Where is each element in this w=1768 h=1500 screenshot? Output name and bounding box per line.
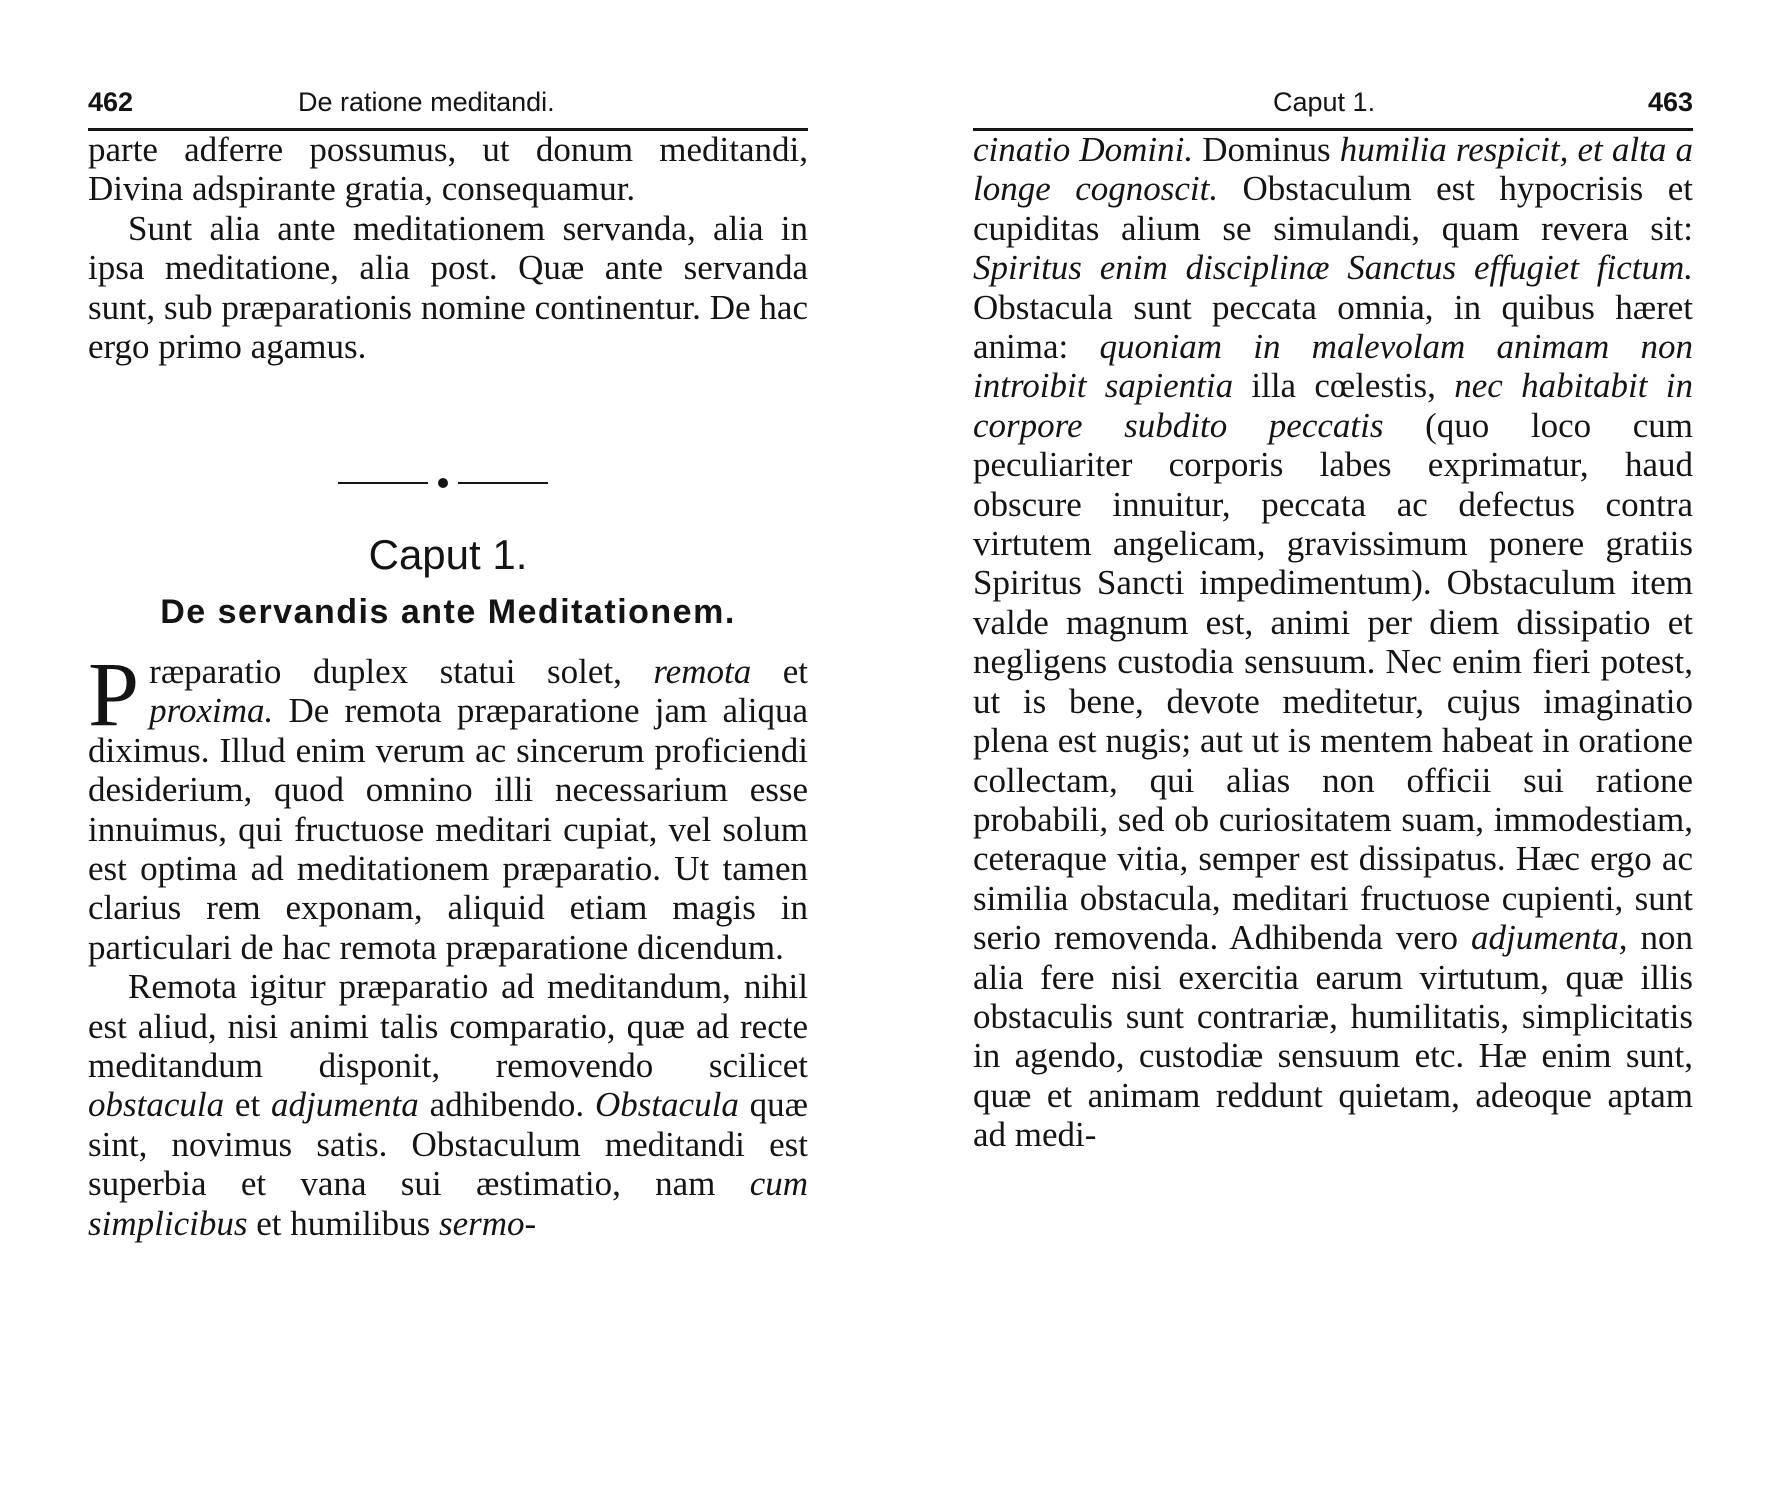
paragraph: Præparatio duplex statui solet, remota et proxima. De remota præparatione jam aliqua diximus. Illud enim verum ac sincerum proficiendi desiderium, quod omnino illi necessarium esse innuimus, qui fructuose meditari cupiat, vel solum est optima ad meditationem præparatio. Ut tamen clarius rem exponam, aliquid etiam magis in particulari de hac remota præparatione dicendum. <box>88 643 808 967</box>
running-head: Caput 1. <box>1273 87 1376 117</box>
running-head: De ratione meditandi. <box>298 87 555 117</box>
left-page-header <box>88 84 808 124</box>
page-number: 462 <box>88 87 134 117</box>
page-number: 463 <box>1647 87 1693 117</box>
chapter-title: Caput 1. <box>368 531 528 578</box>
paragraph: cinatio Domini. Dominus humilia respicit, et alta a longe cognoscit. Obstaculum est hypocrisis et cupiditas alium se simulandi, quam revera sit: Spiritus enim disciplinæ Sanctus effugiet fictum. Obstacula sunt peccata omnia, in quibus hæret anima: quoniam in malevolam animam non introibit sapientia illa cœlestis, nec habitabit in corpore subdito peccatis (quo loco cum peculiariter corporis labes exprimatur, haud obscure innuitur, peccata ac defectus contra virtutem angelicam, gravissimum ponere gratiis Spiritus Sancti impedimentum). Obstaculum item valde magnum est, animi per diem dissipatio et negligens custodia sensuum. Nec enim fieri potest, ut is bene, devote meditetur, cujus imaginatio plena est nugis; aut ut is mentem habeat in oratione collectam, qui alias non officii sui ratione probabili, sed ob curiositatem suam, immodestiam, ceteraque vitia, semper est dissipatus. Hæc ergo ac similia obstacula, meditari fructuose cupienti, sunt serio removenda. Adhibenda vero adjumenta, non alia fere nisi exercitia earum virtutum, quæ illis obstaculis sunt contrariæ, humilitatis, simplicitatis in agendo, custodiæ sensuum etc. Hæ enim sunt, quæ et animam reddunt quietam, adeoque aptam ad medi- <box>973 130 1693 1155</box>
drop-cap: P <box>88 643 140 745</box>
chapter-subtitle: De servandis ante Meditationem. <box>160 593 736 631</box>
right-body-text <box>973 130 1693 1155</box>
paragraph: Remota igitur præparatio ad meditandum, nihil est aliud, nisi animi talis comparatio, quæ ad recte meditandum disponit, removendo scilicet obstacula et adjumenta adhibendo. Obstacula quæ sint, novimus satis. Obstaculum meditandi est superbia et vana sui æstimatio, nam cum simplicibus et humilibus sermo- <box>88 967 808 1243</box>
continuation-paragraph: parte adferre possumus, ut donum meditandi, Divina adspirante gratia, consequamur. <box>88 130 808 209</box>
paragraph: Sunt alia ante meditationem servanda, alia in ipsa meditatione, alia post. Quæ ante servanda sunt, sub præparationis nomine continentur. De hac ergo primo agamus. <box>88 208 808 367</box>
left-chapter-text <box>88 643 808 1243</box>
right-page-header <box>973 84 1693 124</box>
left-intro-text <box>88 130 808 366</box>
section-ornament <box>338 478 548 488</box>
